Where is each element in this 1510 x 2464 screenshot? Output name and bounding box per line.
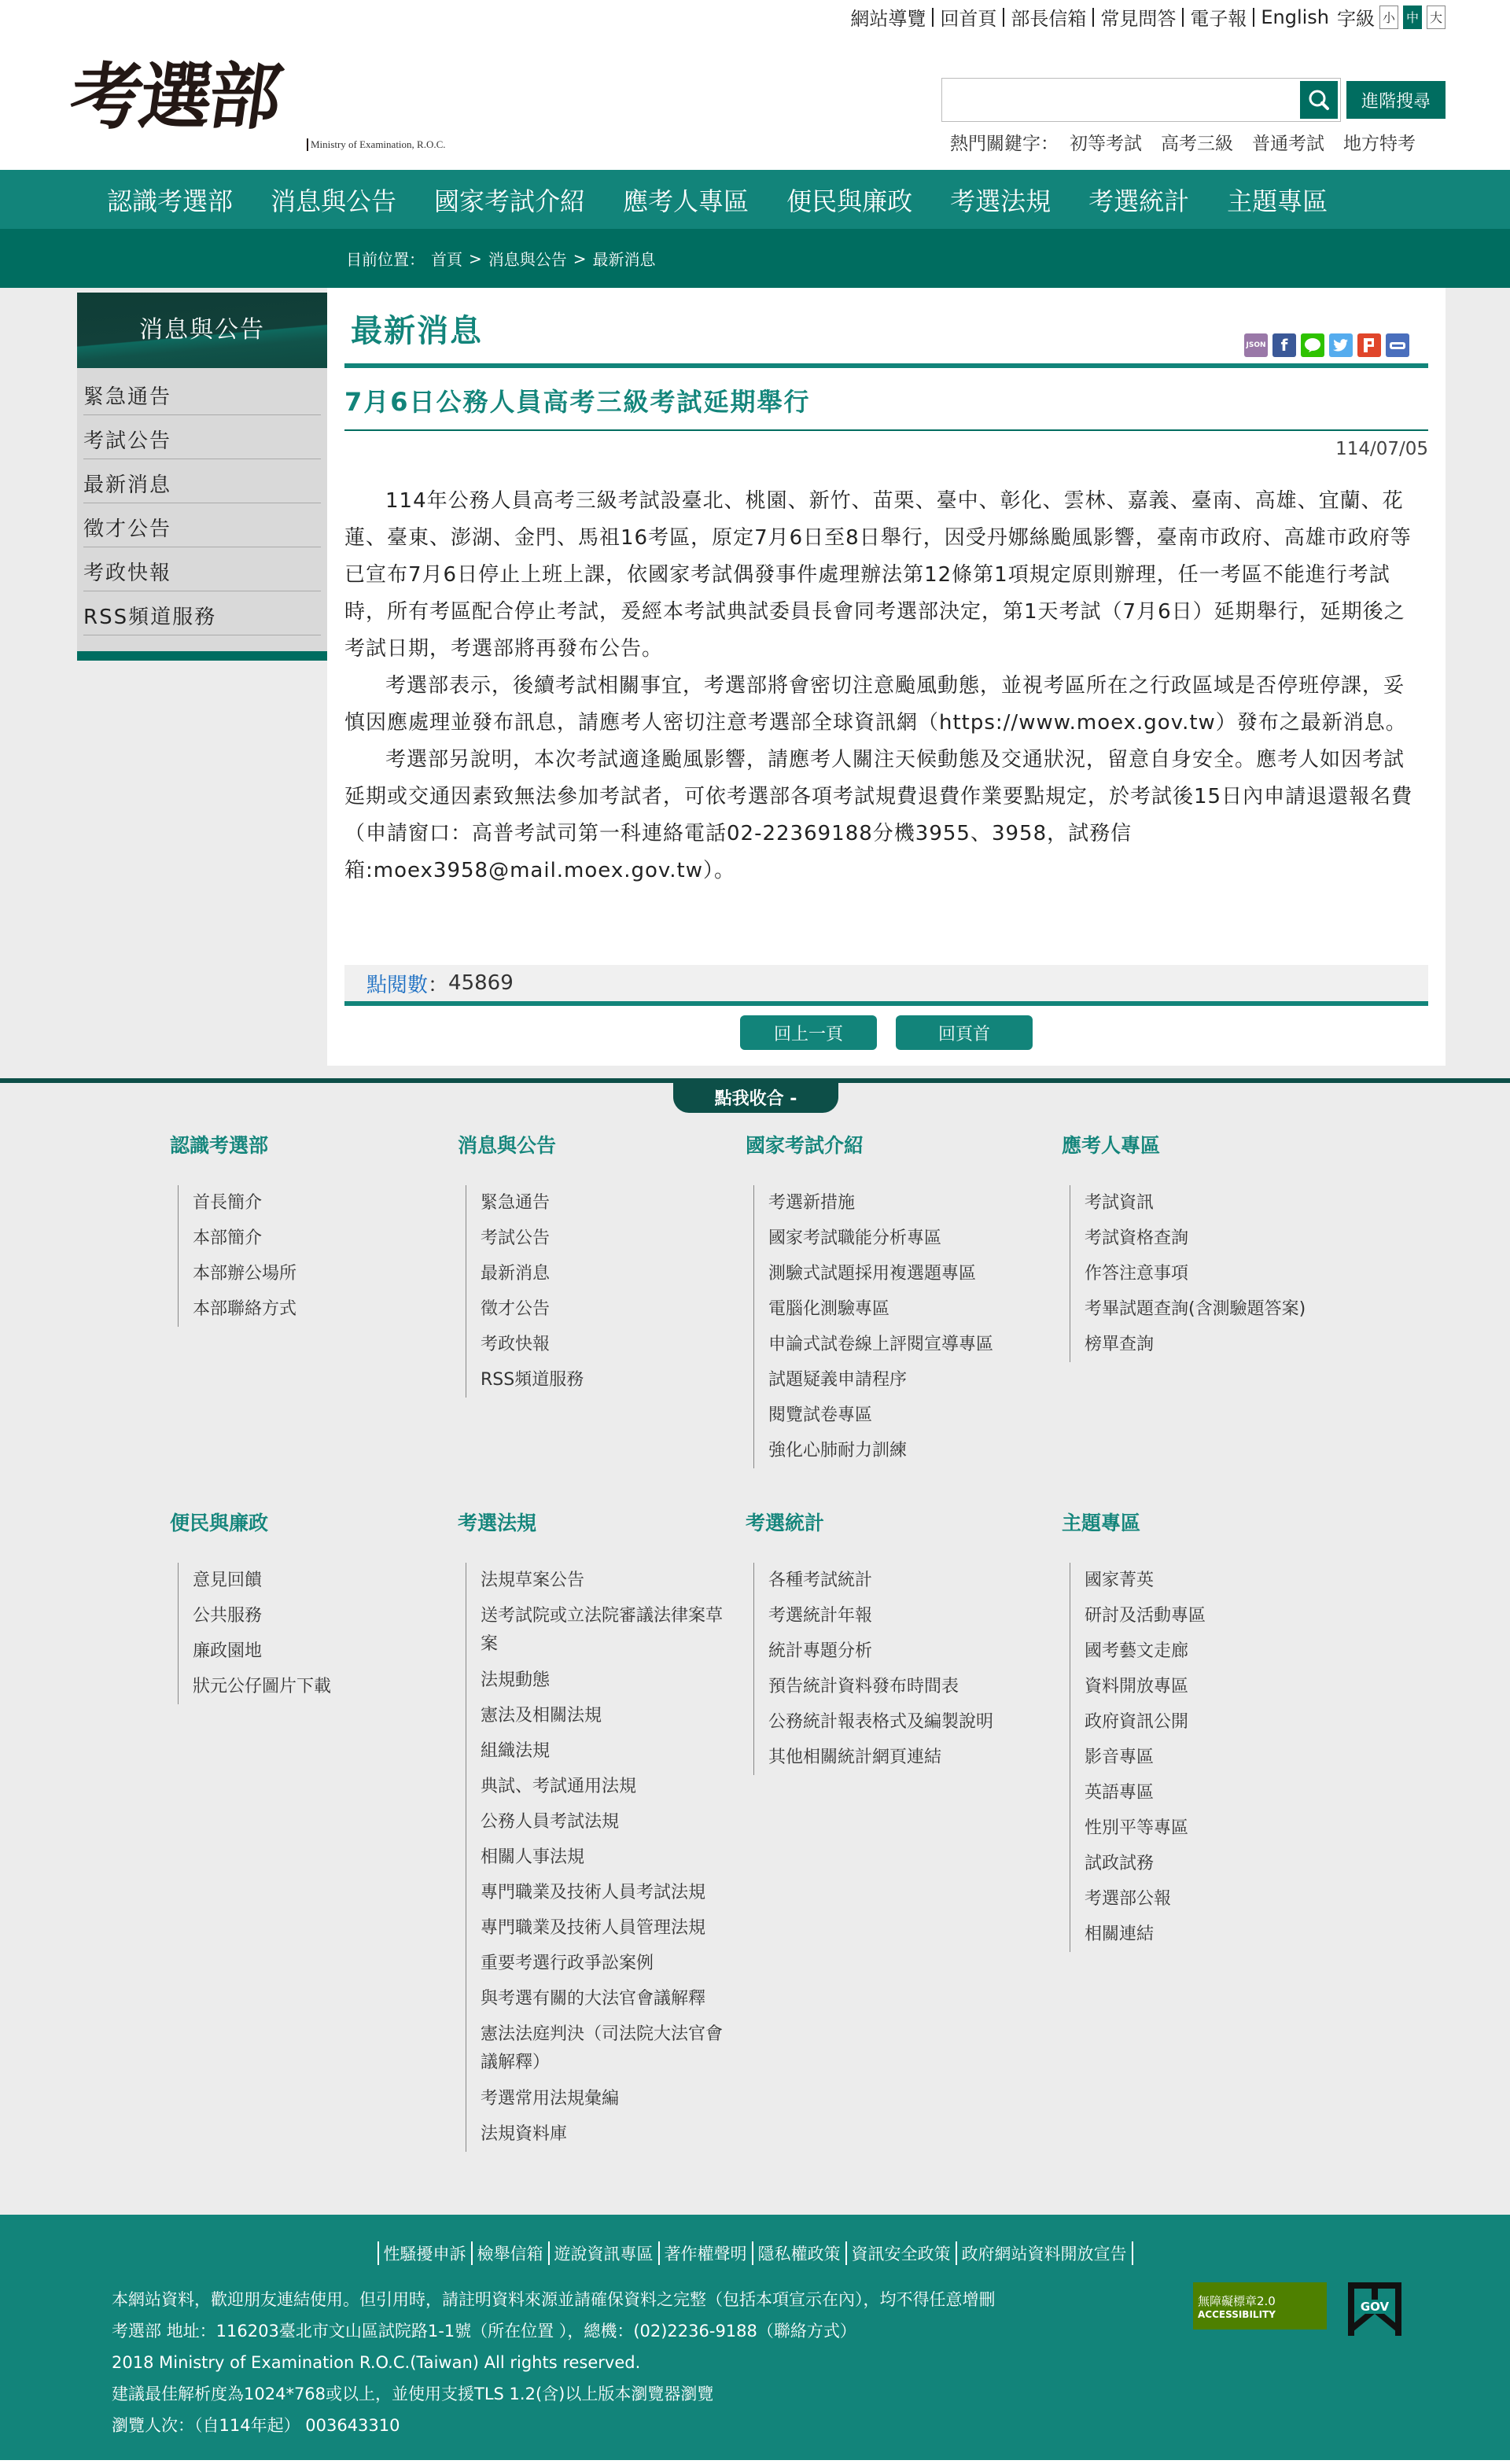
breadcrumb-sep: >: [469, 249, 482, 268]
sitemap-heading[interactable]: 主題專區: [1062, 1512, 1141, 1534]
breadcrumb-sep: >: [573, 249, 587, 268]
gov-badge[interactable]: [1348, 2282, 1390, 2336]
sidebar-item-emergency[interactable]: 緊急通告: [83, 371, 321, 415]
divider: [1092, 8, 1094, 27]
sitemap-link[interactable]: 狀元公仔圖片下載: [193, 1677, 332, 1696]
sitemap-column: [170, 1130, 458, 1468]
sitemap-column: [746, 1130, 1062, 1468]
article-date: 114/07/05: [1335, 439, 1428, 459]
link-english[interactable]: English: [1261, 6, 1329, 28]
sitemap-link[interactable]: 公務人員考試法規: [481, 1812, 620, 1832]
footer-address: 考選部 地址：116203臺北市文山區試院路1-1號（所在位置 ），總機：(02)2236-9188（聯絡方式）: [112, 2322, 856, 2341]
twitter-icon[interactable]: [1329, 333, 1353, 357]
sitemap-link[interactable]: 考選常用法規彙編: [481, 2089, 620, 2109]
back-button[interactable]: 回上一頁: [740, 1015, 877, 1050]
breadcrumb-current[interactable]: 最新消息: [592, 250, 656, 269]
sitemap-link[interactable]: 電腦化測驗專區: [768, 1299, 890, 1319]
sitemap-link[interactable]: 考試公告: [481, 1228, 551, 1248]
nav-item-news[interactable]: 消息與公告: [271, 186, 397, 216]
site-footer: [0, 2215, 1510, 2460]
sitemap-link[interactable]: 各種考試統計: [768, 1571, 873, 1590]
sitemap-link[interactable]: 作答注意事項: [1085, 1264, 1189, 1284]
top-links: [850, 3, 1446, 31]
sitemap-link[interactable]: 相關連結: [1085, 1924, 1155, 1944]
footer-copyright-notice: 本網站資料，歡迎朋友連結使用。但引用時，請註明資料來源並請確保資料之完整（包括本項宣示在內），均不得任意增刪: [112, 2290, 996, 2309]
logo-english: Ministry of Examination, R.O.C.: [307, 138, 446, 151]
sitemap-link[interactable]: 送考試院或立法院審議法律案草案: [481, 1606, 724, 1654]
font-size-label: 字級: [1337, 8, 1375, 30]
sidebar-item-exam-notice[interactable]: 考試公告: [83, 415, 321, 459]
hot-keyword[interactable]: 地方特考: [1343, 134, 1416, 154]
sitemap-column: [1062, 1130, 1350, 1468]
sitemap-link[interactable]: 專門職業及技術人員考試法規: [481, 1883, 706, 1902]
nav-item-regulations[interactable]: 考選法規: [950, 186, 1051, 216]
sitemap-link[interactable]: 緊急通告: [481, 1193, 551, 1213]
breadcrumb-news[interactable]: 消息與公告: [488, 250, 567, 269]
hot-keywords-label: 熱門關鍵字：: [950, 134, 1059, 154]
sitemap-link[interactable]: 組織法規: [481, 1741, 551, 1761]
nav-item-services[interactable]: 便民與廉政: [786, 186, 913, 216]
sitemap-link[interactable]: 法規動態: [481, 1670, 551, 1690]
sidebar-menu: [77, 368, 327, 651]
footer-sitemap: [0, 1078, 1510, 2215]
main-box: [64, 288, 1446, 1066]
hit-counter-label: 點閱數: [366, 973, 429, 997]
sitemap-link[interactable]: 預告統計資料發布時間表: [768, 1677, 959, 1696]
sitemap-link[interactable]: 考試資格查詢: [1085, 1228, 1189, 1248]
footer-visitor-count: 瀏覽人次：（自114年起） 003643310: [112, 2416, 400, 2435]
sitemap-link[interactable]: 本部聯絡方式: [193, 1299, 297, 1319]
divider: [1182, 8, 1184, 27]
article-paragraph: 考選部另說明，本次考試適逢颱風影響，請應考人關注天候動態及交通狀況，留意自身安全。應考人如因考試延期或交通因素致無法參加考試者，可依考選部各項考試規費退費作業要點規定，於考試後15日內申請退還報名費（申請窗口：高普考試司第一科連絡電話02-22369188分機3955、3958，試務信箱:moex3958@mail.moex.gov.tw）。: [344, 748, 1413, 882]
nav-item-candidates[interactable]: 應考人專區: [623, 186, 749, 216]
footer-link[interactable]: 政府網站資料開放宣告: [956, 2241, 1133, 2265]
accessibility-badge[interactable]: [1193, 2282, 1327, 2330]
footer-link[interactable]: 性騷擾申訴: [378, 2241, 471, 2265]
search-input[interactable]: [942, 79, 1288, 120]
sitemap-link[interactable]: 英語專區: [1085, 1783, 1155, 1803]
sitemap-link[interactable]: 法規草案公告: [481, 1571, 585, 1590]
sitemap-column: [458, 1130, 746, 1468]
nav-item-exams[interactable]: 國家考試介紹: [434, 186, 586, 216]
sitemap-link[interactable]: 典試、考試通用法規: [481, 1777, 637, 1796]
sitemap-link[interactable]: 本部簡介: [193, 1228, 263, 1248]
main-nav: [0, 170, 1510, 229]
sitemap-link[interactable]: 與考選有關的大法官會議解釋: [481, 1989, 706, 2009]
sitemap-link[interactable]: 政府資訊公開: [1085, 1712, 1189, 1732]
article-title: 7月6日公務人員高考三級考試延期舉行: [344, 368, 1428, 431]
sidebar-item-bulletin[interactable]: 考政快報: [83, 547, 321, 591]
sitemap-heading[interactable]: 應考人專區: [1062, 1134, 1161, 1157]
json-icon[interactable]: JSON: [1244, 333, 1268, 357]
footer-browser-note: 建議最佳解析度為1024*768或以上，並使用支援TLS 1.2(含)以上版本瀏覽器瀏覽: [112, 2385, 714, 2403]
sitemap-link[interactable]: 考選部公報: [1085, 1889, 1172, 1909]
page-buttons: [344, 1015, 1428, 1050]
page-title-row: [344, 296, 1428, 368]
sitemap-link[interactable]: 國家考試職能分析專區: [768, 1228, 942, 1248]
sitemap-link[interactable]: 申論式試卷線上評閱宣導專區: [768, 1335, 994, 1354]
sitemap-link[interactable]: 研討及活動專區: [1085, 1606, 1206, 1626]
sitemap-link[interactable]: 首長簡介: [193, 1193, 263, 1213]
sitemap-link[interactable]: 測驗式試題採用複選題專區: [768, 1264, 977, 1284]
share-toolbar: [1244, 333, 1409, 357]
sitemap-link[interactable]: 閱覽試卷專區: [768, 1405, 873, 1425]
sitemap-link[interactable]: 試題疑義申請程序: [768, 1370, 908, 1390]
link-minister-mailbox[interactable]: 部長信箱: [1011, 8, 1087, 30]
print-icon[interactable]: [1386, 333, 1409, 357]
logo-calligraphy: 考選部: [64, 54, 285, 139]
font-size-large-button[interactable]: 大: [1427, 6, 1446, 29]
footer-link[interactable]: 著作權聲明: [658, 2241, 752, 2265]
sitemap-link[interactable]: 強化心肺耐力訓練: [768, 1441, 908, 1460]
hot-keyword[interactable]: 初等考試: [1070, 134, 1142, 154]
sitemap-heading[interactable]: 消息與公告: [458, 1134, 557, 1157]
sitemap-link[interactable]: 考政快報: [481, 1335, 551, 1354]
search-box: [941, 78, 1341, 122]
sitemap-link[interactable]: 相關人事法規: [481, 1847, 585, 1867]
divider: [1253, 8, 1254, 27]
plurk-icon[interactable]: [1357, 333, 1381, 357]
footer-rights: 2018 Ministry of Examination R.O.C.(Taiwan) All rights reserved.: [112, 2353, 641, 2372]
sitemap-link[interactable]: 法規資料庫: [481, 2124, 568, 2144]
sitemap-link[interactable]: 國考藝文走廊: [1085, 1641, 1189, 1661]
link-sitemap[interactable]: 網站導覽: [850, 8, 926, 30]
sitemap-heading[interactable]: 便民與廉政: [170, 1512, 269, 1534]
gov-logo-icon: [1348, 2282, 1401, 2336]
sitemap-link[interactable]: 影音專區: [1085, 1748, 1155, 1767]
sidebar-item-rss[interactable]: RSS頻道服務: [83, 591, 321, 635]
sitemap-link[interactable]: 專門職業及技術人員管理法規: [481, 1918, 706, 1938]
hot-keyword[interactable]: 普通考試: [1252, 134, 1324, 154]
sitemap-link[interactable]: 重要考選行政爭訟案例: [481, 1954, 654, 1973]
sitemap-link[interactable]: 徵才公告: [481, 1299, 551, 1319]
sitemap-link[interactable]: 榜單查詢: [1085, 1335, 1155, 1354]
hot-keyword[interactable]: 高考三級: [1161, 134, 1233, 154]
svg-text:GOV: GOV: [1360, 2300, 1390, 2314]
font-size-small-button[interactable]: 小: [1379, 6, 1398, 29]
sitemap-link[interactable]: 本部辦公場所: [193, 1264, 297, 1284]
link-faq[interactable]: 常見問答: [1100, 8, 1177, 30]
sitemap-heading[interactable]: 考選法規: [458, 1512, 537, 1534]
sidebar: [64, 288, 327, 1066]
nav-item-topics[interactable]: 主題專區: [1227, 186, 1328, 216]
footer-link[interactable]: 檢舉信箱: [471, 2241, 548, 2265]
site-logo[interactable]: [64, 38, 446, 156]
back-to-top-button[interactable]: 回頁首: [896, 1015, 1033, 1050]
sidebar-title: 消息與公告: [77, 293, 327, 368]
article-body: [344, 467, 1428, 889]
sitemap-heading[interactable]: 認識考選部: [170, 1134, 269, 1157]
sidebar-item-latest-news[interactable]: 最新消息: [83, 459, 321, 503]
sitemap-link[interactable]: 考選統計年報: [768, 1606, 873, 1626]
footer-link[interactable]: 隱私權政策: [752, 2241, 845, 2265]
sitemap-link[interactable]: 國家菁英: [1085, 1571, 1155, 1590]
footer-links: [0, 2241, 1510, 2265]
sitemap-column: [458, 1508, 746, 2152]
hit-counter-colon: ：: [428, 973, 449, 997]
link-home[interactable]: 回首頁: [940, 8, 997, 30]
sitemap-link[interactable]: 性別平等專區: [1085, 1818, 1189, 1838]
link-newsletter[interactable]: 電子報: [1190, 8, 1247, 30]
breadcrumb: [0, 229, 1510, 288]
article-paragraph: 考選部表示，後續考試相關事宜，考選部將會密切注意颱風動態，並視考區所在之行政區域是否停班停課，妥慎因應處理並發布訊息，請應考人密切注意考選部全球資訊網（https://www.moex.gov.tw）發布之最新消息。: [344, 674, 1407, 735]
sitemap-link[interactable]: 最新消息: [481, 1264, 551, 1284]
sitemap-link[interactable]: 考畢試題查詢(含測驗題答案): [1085, 1299, 1306, 1319]
sitemap-link[interactable]: 其他相關統計網頁連結: [768, 1748, 942, 1767]
footer-link[interactable]: 遊說資訊專區: [548, 2241, 658, 2265]
sitemap-row: [170, 1130, 1510, 1468]
accessibility-badge-title: 無障礙標章2.0: [1198, 2293, 1276, 2308]
sidebar-item-recruitment[interactable]: 徵才公告: [83, 503, 321, 547]
sitemap-link[interactable]: 考選新措施: [768, 1193, 856, 1213]
sitemap-link[interactable]: 公共服務: [193, 1606, 263, 1626]
sitemap-heading[interactable]: 考選統計: [746, 1512, 825, 1534]
accessibility-badge-subtitle: ACCESSIBILITY: [1198, 2308, 1276, 2320]
sitemap-link[interactable]: 廉政園地: [193, 1641, 263, 1661]
page-title: 最新消息: [351, 313, 483, 349]
font-size-control: [1337, 3, 1446, 31]
breadcrumb-label: 目前位置：: [346, 250, 425, 269]
breadcrumb-home[interactable]: 首頁: [431, 250, 462, 269]
sitemap-heading[interactable]: 國家考試介紹: [746, 1134, 864, 1157]
divider: [932, 8, 934, 27]
search-button[interactable]: [1300, 81, 1338, 119]
footer-link[interactable]: 資訊安全政策: [845, 2241, 956, 2265]
sitemap-link[interactable]: 憲法法庭判決（司法院大法官會議解釋）: [481, 2024, 724, 2072]
search-icon: [1307, 88, 1331, 112]
sitemap-link[interactable]: 統計專題分析: [768, 1641, 873, 1661]
hit-counter: [344, 965, 1428, 1006]
nav-item-statistics[interactable]: 考選統計: [1088, 186, 1190, 216]
content: [327, 288, 1446, 1066]
facebook-icon[interactable]: f: [1272, 333, 1296, 357]
nav-item-about[interactable]: 認識考選部: [107, 186, 234, 216]
sitemap-link[interactable]: RSS頻道服務: [481, 1370, 584, 1390]
sitemap-link[interactable]: 意見回饋: [193, 1571, 263, 1590]
sidebar-footer-bar: [77, 651, 327, 661]
sitemap-column: [746, 1508, 1062, 2152]
sitemap-link[interactable]: 試政試務: [1085, 1854, 1155, 1873]
sitemap-link[interactable]: 資料開放專區: [1085, 1677, 1189, 1696]
site-header: [0, 0, 1510, 170]
hot-keywords: [950, 129, 1416, 155]
sitemap-link[interactable]: 公務統計報表格式及編製說明: [768, 1712, 994, 1732]
sitemap-link[interactable]: 憲法及相關法規: [481, 1706, 602, 1726]
sitemap-row: [170, 1508, 1510, 2152]
font-size-medium-button[interactable]: 中: [1403, 6, 1422, 29]
advanced-search-button[interactable]: 進階搜尋: [1346, 81, 1446, 119]
sitemap-link[interactable]: 考試資訊: [1085, 1193, 1155, 1213]
divider: [1003, 8, 1004, 27]
article-paragraph: 114年公務人員高考三級考試設臺北、桃園、新竹、苗栗、臺中、彰化、雲林、嘉義、臺南、高雄、宜蘭、花蓮、臺東、澎湖、金門、馬祖16考區，原定7月6日至8日舉行，因受丹娜絲颱風影響，臺南市政府、高雄市政府等已宣布7月6日停止上班上課，依國家考試偶發事件處理辦法第12條第1項規定原則辦理，任一考區不能進行考試時，所有考區配合停止考試，爰經本考試典試委員長會同考選部決定，第1天考試（7月6日）延期舉行，延期後之考試日期，考選部將再發布公告。: [344, 489, 1412, 661]
main-wrapper: [0, 288, 1510, 1078]
sitemap-column: [1062, 1508, 1350, 2152]
line-icon[interactable]: [1301, 333, 1324, 357]
sitemap-column: [170, 1508, 458, 2152]
sitemap-collapse-toggle[interactable]: 點我收合 -: [673, 1081, 838, 1113]
hit-counter-value: 45869: [448, 971, 514, 995]
